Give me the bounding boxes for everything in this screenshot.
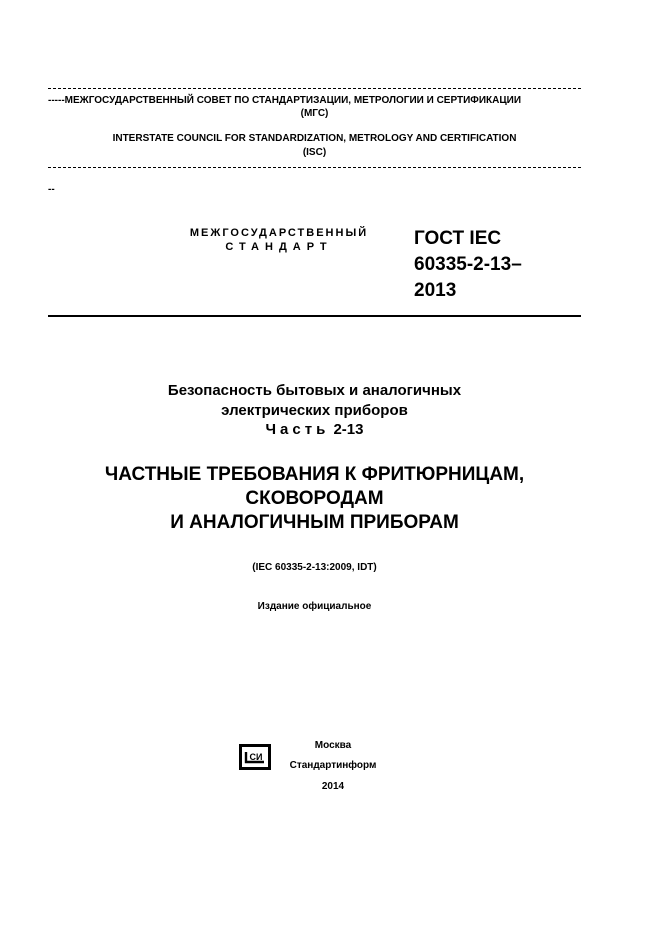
publication-year: 2014	[321, 781, 345, 792]
standard-code-line2: 60335-2-13–	[414, 254, 522, 275]
dashed-divider-tail: --	[48, 184, 55, 195]
part-number: 2-13	[333, 421, 364, 438]
subtitle-line2: электрических приборов	[221, 402, 408, 419]
part-label	[48, 421, 581, 438]
main-title-line3: И АНАЛОГИЧНЫМ ПРИБОРАМ	[170, 512, 459, 533]
document-main-title	[48, 463, 581, 535]
publisher-name: Стандартинформ	[289, 760, 377, 771]
header-solid-rule	[48, 315, 581, 317]
standard-kind-line2: СТАНДАРТ	[225, 241, 333, 253]
publisher-city: Москва	[314, 740, 352, 751]
council-abbr-ru: (МГС)	[300, 108, 329, 119]
standard-kind-line1: МЕЖГОСУДАРСТВЕННЫЙ	[189, 227, 369, 239]
svg-text:СИ: СИ	[249, 752, 263, 762]
standard-code-line3: 2013	[414, 280, 457, 301]
council-abbr-en: (ISC)	[302, 147, 327, 158]
document-subtitle	[48, 381, 581, 421]
council-name-en: INTERSTATE COUNCIL FOR STANDARDIZATION, METROLOGY AND CERTIFICATION	[112, 133, 517, 144]
main-title-line1: ЧАСТНЫЕ ТРЕБОВАНИЯ К ФРИТЮРНИЦАМ,	[104, 464, 525, 485]
top-dashed-divider	[48, 88, 581, 89]
iec-reference: (IEC 60335-2-13:2009, IDT)	[252, 562, 377, 573]
subtitle-line1: Безопасность бытовых и аналогичных	[167, 382, 462, 399]
main-title-line2: СКОВОРОДАМ	[245, 488, 384, 509]
standartinform-logo-icon	[238, 743, 272, 771]
council-name-ru: -----МЕЖГОСУДАРСТВЕННЫЙ СОВЕТ ПО СТАНДАРТИЗАЦИИ, МЕТРОЛОГИИ И СЕРТИФИКАЦИИ	[48, 95, 522, 106]
middle-dashed-divider	[48, 167, 581, 168]
standard-code	[414, 226, 584, 304]
standard-kind	[170, 226, 388, 254]
part-word: Часть	[265, 421, 330, 438]
edition-label: Издание официальное	[257, 601, 372, 612]
standard-code-line1: ГОСТ IEC	[414, 228, 502, 249]
